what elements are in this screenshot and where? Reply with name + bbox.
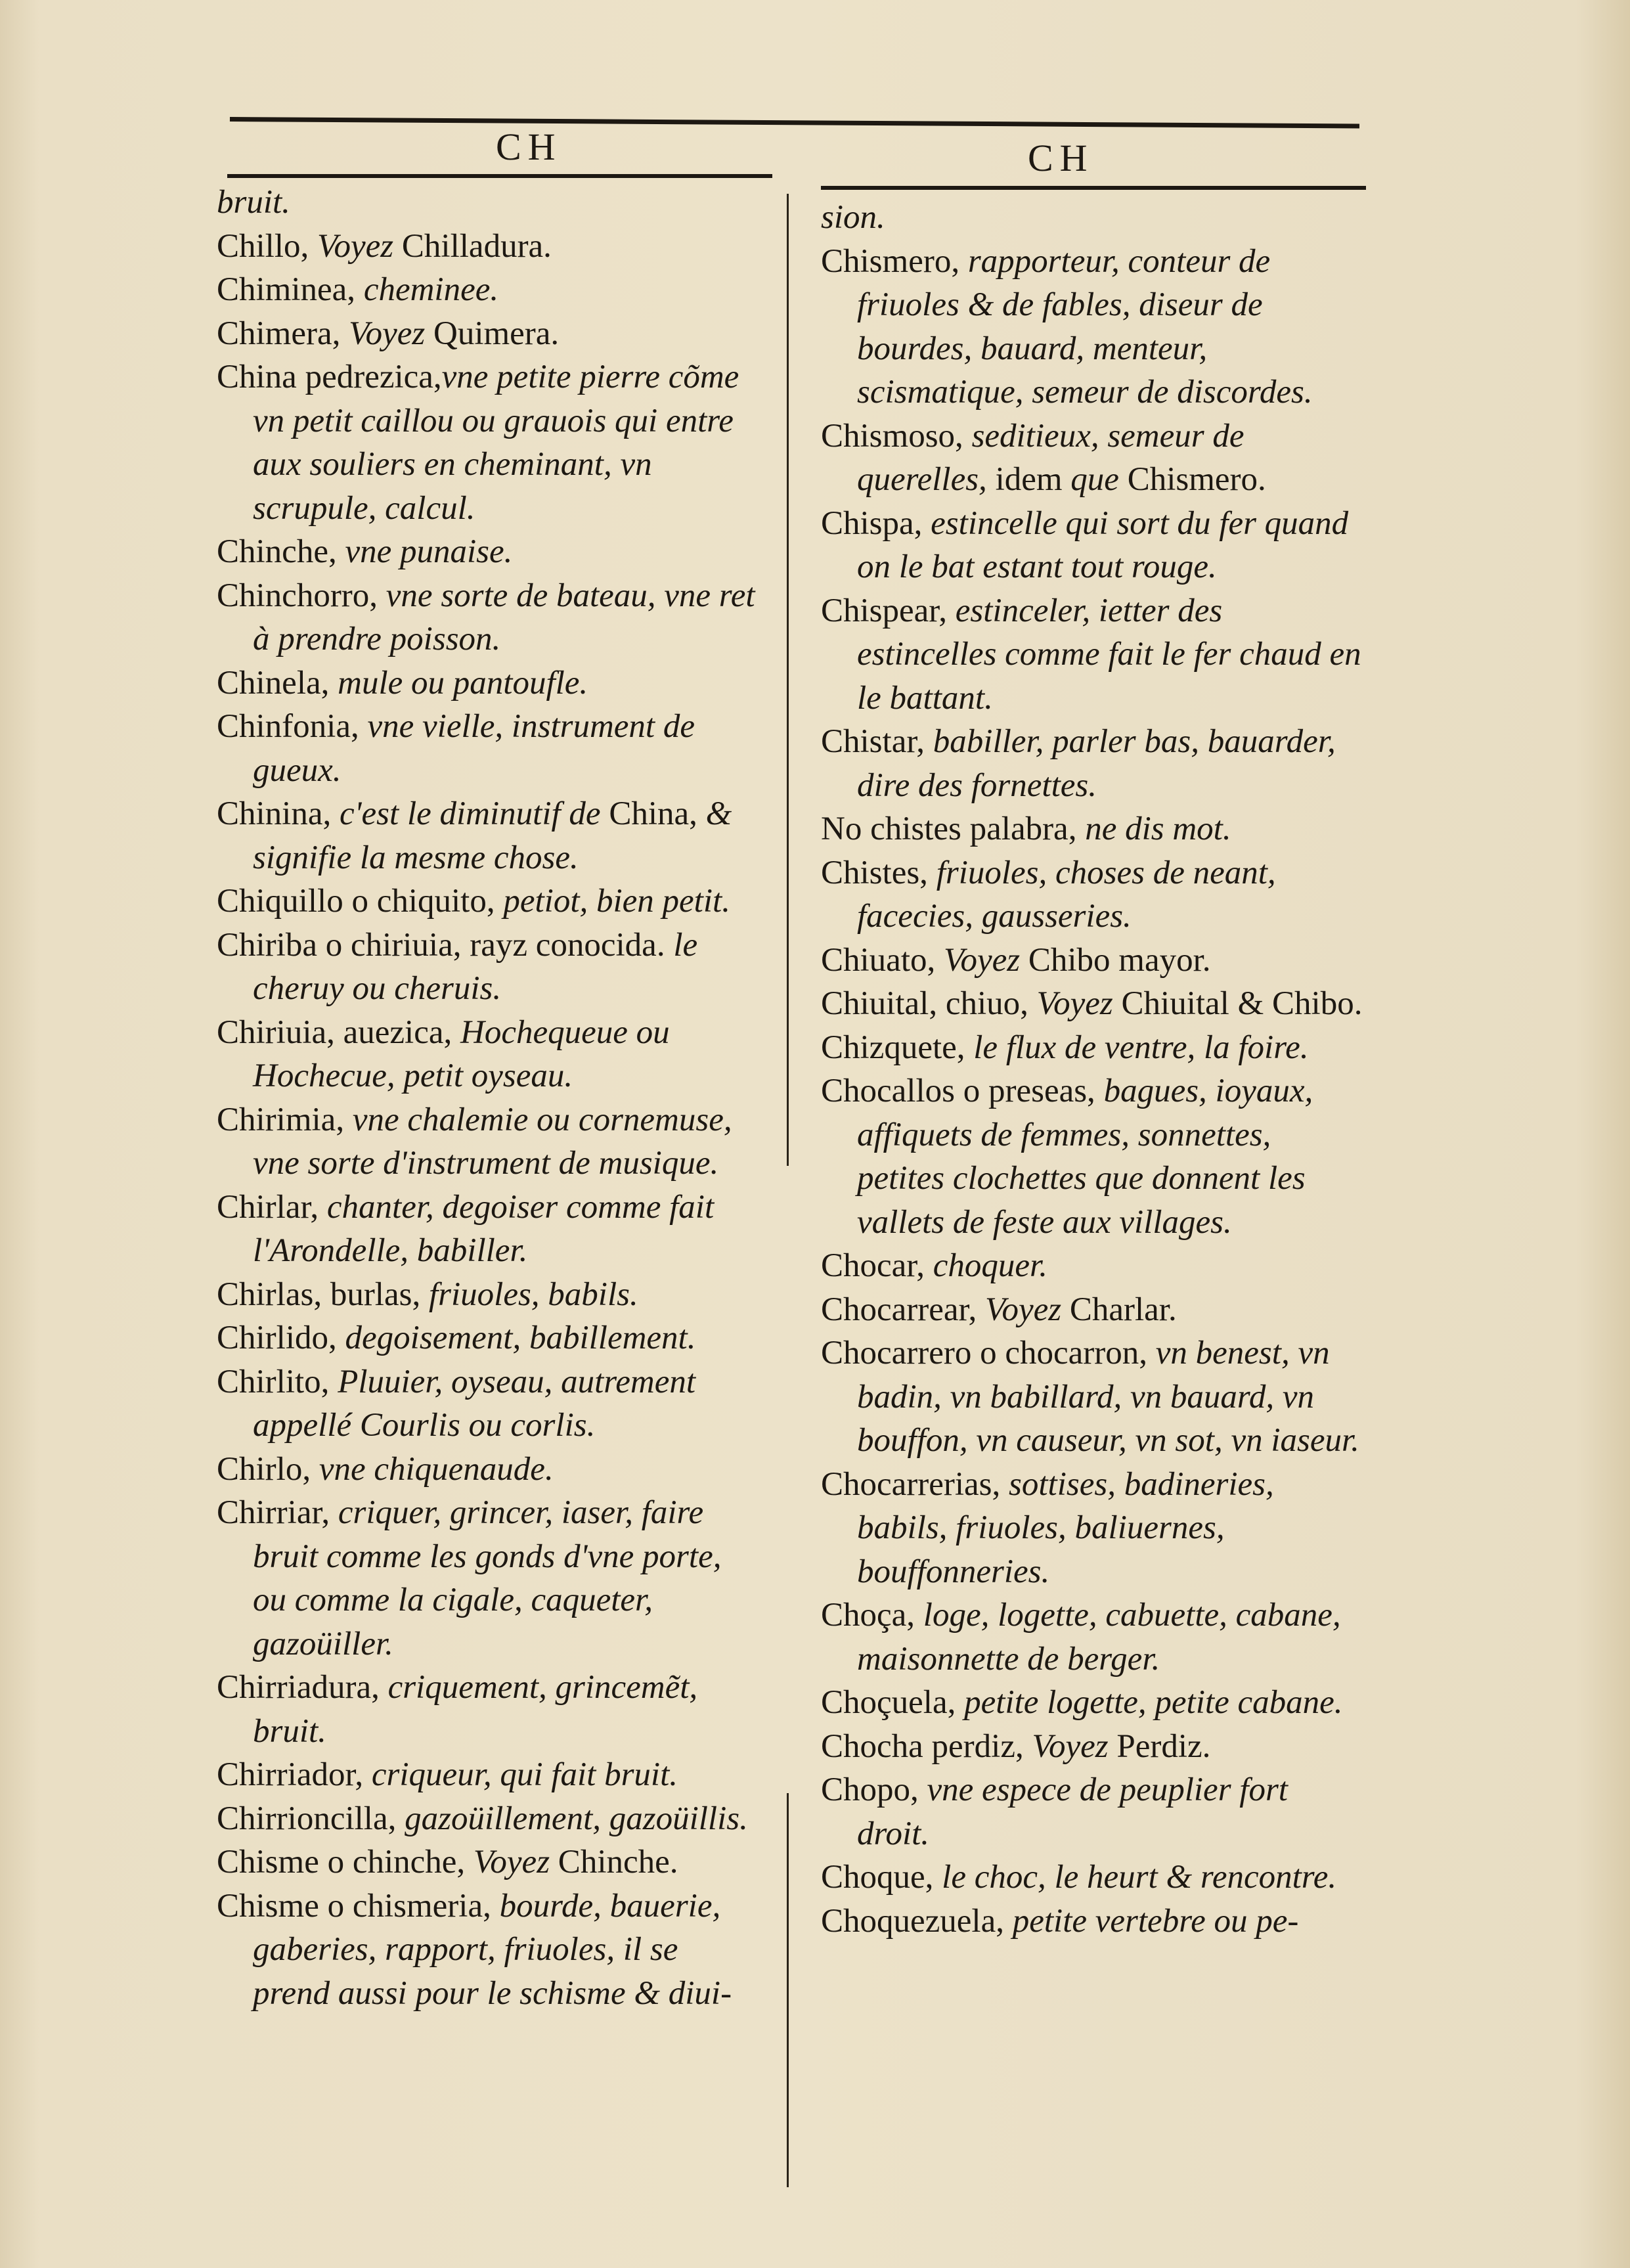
dictionary-entry: [217, 1491, 762, 1666]
definition: loge, logette, cabuette, cabane, maisonnette de berger.: [857, 1597, 1341, 1678]
headword: Chispear,: [821, 592, 956, 629]
definition: & signifie la mesme chose.: [253, 795, 732, 876]
headword: Chizquete,: [821, 1029, 974, 1066]
headword: Chocarrero o chocarron,: [821, 1335, 1156, 1371]
definition: bagues, ioyaux, affiquets de femmes, sonnettes, petites clochettes que donnent les vallets de feste aux villages.: [857, 1073, 1313, 1241]
headword: Choque,: [821, 1859, 942, 1896]
definition: mule ou pantoufle.: [338, 664, 588, 701]
definition: Voyez: [944, 941, 1021, 979]
definition: Voyez: [1036, 985, 1113, 1022]
definition: vne vielle, instrument de gueux.: [253, 708, 695, 789]
dictionary-entry: [217, 312, 762, 356]
headword: Chocar,: [821, 1247, 933, 1284]
headword: Chisme o chinche,: [217, 1844, 474, 1880]
dictionary-entry: [821, 240, 1366, 414]
definition: ne dis mot.: [1085, 811, 1231, 847]
definition: friuoles, choses de neant, facecies, gausseries.: [857, 854, 1276, 935]
dictionary-entry: [821, 1856, 1366, 1900]
dictionary-entry: [217, 879, 762, 923]
definition: criquement, grincemẽt, bruit.: [253, 1669, 698, 1750]
dictionary-entry: [217, 1316, 762, 1360]
running-head-right: CH: [1028, 137, 1094, 179]
headword: Chirriar,: [217, 1494, 338, 1531]
dictionary-entry: [217, 181, 762, 225]
dictionary-entry: [217, 225, 762, 269]
dictionary-entry: [217, 1797, 762, 1841]
dictionary-entry: [821, 1069, 1366, 1244]
definition: friuoles, babils.: [428, 1276, 638, 1313]
left-column: [217, 181, 762, 2015]
dictionary-entry: [217, 268, 762, 312]
definition: Pluuier, oyseau, autrement appellé Courlis ou corlis.: [253, 1363, 696, 1444]
dictionary-entry: [217, 792, 762, 879]
dictionary-entry: [217, 1840, 762, 1884]
headword: Choçuela,: [821, 1684, 965, 1721]
definition: sottises, badineries, babils, friuoles, baliuernes, bouffonneries.: [857, 1465, 1274, 1590]
dictionary-entry: [821, 1244, 1366, 1288]
dictionary-entry: [821, 1768, 1366, 1856]
dictionary-entry: [821, 1593, 1366, 1681]
definition: cheminee.: [363, 271, 499, 308]
column-divider: [787, 194, 789, 1166]
definition: vne chiquenaude.: [319, 1450, 554, 1488]
headword: Chirlas, burlas,: [217, 1276, 429, 1313]
headword: Chiriuia, auezica,: [217, 1013, 460, 1051]
headword: idem: [986, 461, 1071, 498]
headword: Chocarrear,: [821, 1291, 985, 1328]
definition: criquer, grincer, iaser, faire bruit comme les gonds d'vne porte, ou comme la cigale, caqueter, gazoüiller.: [253, 1494, 722, 1662]
headword: Chistar,: [821, 723, 933, 760]
dictionary-entry: [821, 939, 1366, 983]
headword: Chocarrerias,: [821, 1465, 1009, 1503]
dictionary-entry: [821, 1463, 1366, 1594]
definition: le cheruy ou cheruis.: [253, 926, 698, 1007]
headword: Chocha perdiz,: [821, 1727, 1032, 1765]
headword: Chiuital & Chibo.: [1112, 985, 1363, 1022]
definition: bruit.: [217, 184, 290, 221]
dictionary-entry: [821, 196, 1366, 240]
head-rule-right: [821, 186, 1366, 190]
dictionary-entry: [217, 923, 762, 1011]
definition: vne chalemie ou cornemuse, vne sorte d'instrument de musique.: [253, 1101, 732, 1182]
definition: bourde, bauerie, gaberies, rapport, friuoles, il se prend aussi pour le schisme & diui-: [253, 1887, 732, 2012]
definition: vn benest, vn badin, vn babillard, vn bauard, vn bouffon, vn causeur, vn sot, vn iaseur.: [857, 1335, 1359, 1459]
headword: Chirrioncilla,: [217, 1800, 405, 1837]
definition: Voyez: [1032, 1727, 1109, 1765]
headword: Chinina,: [217, 795, 340, 832]
definition: estincelle qui sort du fer quand on le bat estant tout rouge.: [857, 504, 1349, 585]
top-rule: [230, 117, 1359, 129]
dictionary-entry: [821, 1900, 1366, 1944]
headword: Chillo,: [217, 227, 318, 265]
headword: Chirlo,: [217, 1450, 319, 1488]
dictionary-entry: [821, 807, 1366, 851]
headword: Chirriadura,: [217, 1669, 388, 1706]
definition: degoisement, babillement.: [345, 1320, 696, 1356]
headword: Choquezuela,: [821, 1902, 1013, 1940]
definition: Voyez: [317, 227, 394, 265]
headword: Chibo mayor.: [1020, 941, 1211, 979]
headword: Chocallos o preseas,: [821, 1073, 1104, 1109]
dictionary-entry: [821, 720, 1366, 807]
headword: Chilladura.: [393, 227, 552, 265]
headword: Chispa,: [821, 504, 931, 542]
headword: Chinfonia,: [217, 708, 368, 745]
dictionary-entry: [821, 1331, 1366, 1463]
dictionary-entry: [217, 1098, 762, 1186]
headword: Chirlito,: [217, 1363, 338, 1400]
headword: Chopo,: [821, 1771, 927, 1808]
dictionary-entry: [217, 1448, 762, 1492]
headword: Chiminea,: [217, 271, 364, 308]
headword: Chirriador,: [217, 1756, 372, 1793]
dictionary-entry: [821, 1288, 1366, 1332]
definition: petite vertebre ou pe-: [1012, 1902, 1299, 1940]
headword: Chiuital, chiuo,: [821, 985, 1037, 1022]
definition: petite logette, petite cabane.: [964, 1684, 1343, 1721]
dictionary-entry: [821, 982, 1366, 1026]
headword: Charlar.: [1061, 1291, 1177, 1328]
dictionary-entry: [217, 530, 762, 574]
dictionary-entry: [821, 1681, 1366, 1725]
definition: c'est le diminutif de: [340, 795, 601, 832]
head-rule-left: [227, 174, 772, 178]
headword: Chismoso,: [821, 417, 972, 455]
dictionary-entry: [821, 1026, 1366, 1070]
headword: Quimera.: [425, 315, 560, 352]
headword: China,: [600, 795, 706, 832]
definition: Voyez: [473, 1844, 550, 1880]
dictionary-entry: [217, 1273, 762, 1317]
definition: petiot, bien petit.: [503, 883, 730, 920]
definition: criqueur, qui fait bruit.: [371, 1756, 678, 1793]
dictionary-entry: [217, 1011, 762, 1098]
headword: Perdiz.: [1108, 1727, 1211, 1765]
definition: Voyez: [984, 1291, 1062, 1328]
dictionary-entry: [821, 1725, 1366, 1769]
definition: Hochequeue ou Hochecue, petit oyseau.: [253, 1013, 670, 1094]
definition: sion.: [821, 199, 885, 236]
definition: estinceler, ietter des estincelles comme fait le fer chaud en le battant.: [857, 592, 1361, 717]
dictionary-entry: [217, 661, 762, 705]
dictionary-entry: [217, 1884, 762, 2016]
headword: Chirlido,: [217, 1320, 345, 1356]
definition: le flux de ventre, la foire.: [973, 1029, 1309, 1066]
headword: Chismero.: [1118, 461, 1266, 498]
definition: chanter, degoiser comme fait l'Arondelle, babiller.: [253, 1188, 715, 1269]
headword: Chiquillo o chiquito,: [217, 883, 504, 920]
running-head-left: CH: [496, 125, 562, 168]
headword: Chimera,: [217, 315, 349, 352]
dictionary-entry: [821, 414, 1366, 502]
dictionary-entry: [217, 1753, 762, 1797]
headword: Chinche,: [217, 533, 345, 570]
dictionary-entry: [217, 1666, 762, 1753]
definition: vne petite pierre cõme vn petit caillou ou grauois qui entre aux souliers en cheminant, vn scrupule, calcul.: [253, 359, 739, 527]
headword: Choça,: [821, 1597, 923, 1634]
headword: Chinche.: [550, 1844, 678, 1880]
dictionary-entry: [821, 502, 1366, 589]
column-divider-lower: [787, 1793, 789, 2187]
dictionary-entry: [217, 1186, 762, 1273]
headword: Chistes,: [821, 854, 936, 891]
headword: Chiriba o chiriuia, rayz conocida.: [217, 926, 674, 964]
definition: babiller, parler bas, bauarder, dire des fornettes.: [857, 723, 1336, 804]
headword: Chirimia,: [217, 1101, 353, 1138]
dictionary-entry: [217, 574, 762, 661]
dictionary-entry: [217, 1360, 762, 1448]
headword: Chinchorro,: [217, 577, 386, 614]
definition: que: [1070, 461, 1119, 498]
headword: Chisme o chismeria,: [217, 1887, 500, 1924]
definition: rapporteur, conteur de friuoles & de fables, diseur de bourdes, bauard, menteur, scismatique, semeur de discordes.: [857, 242, 1313, 411]
definition: le choc, le heurt & rencontre.: [942, 1859, 1337, 1896]
definition: gazoüillement, gazoüillis.: [405, 1800, 748, 1837]
headword: No chistes palabra,: [821, 811, 1086, 847]
definition: choquer.: [933, 1247, 1047, 1284]
definition: Voyez: [349, 315, 426, 352]
definition: vne punaise.: [345, 533, 513, 570]
dictionary-entry: [217, 355, 762, 530]
dictionary-entry: [821, 851, 1366, 939]
headword: China pedrezica,: [217, 359, 442, 395]
definition: vne sorte de bateau, vne ret à prendre poisson.: [253, 577, 755, 657]
headword: Chismero,: [821, 242, 968, 280]
right-column: [821, 196, 1366, 1943]
dictionary-entry: [821, 589, 1366, 721]
headword: Chiuato,: [821, 941, 944, 979]
headword: Chinela,: [217, 664, 338, 701]
headword: Chirlar,: [217, 1188, 327, 1226]
definition: seditieux, semeur de querelles,: [857, 417, 1245, 498]
dictionary-entry: [217, 705, 762, 792]
definition: vne espece de peuplier fort droit.: [857, 1771, 1288, 1852]
